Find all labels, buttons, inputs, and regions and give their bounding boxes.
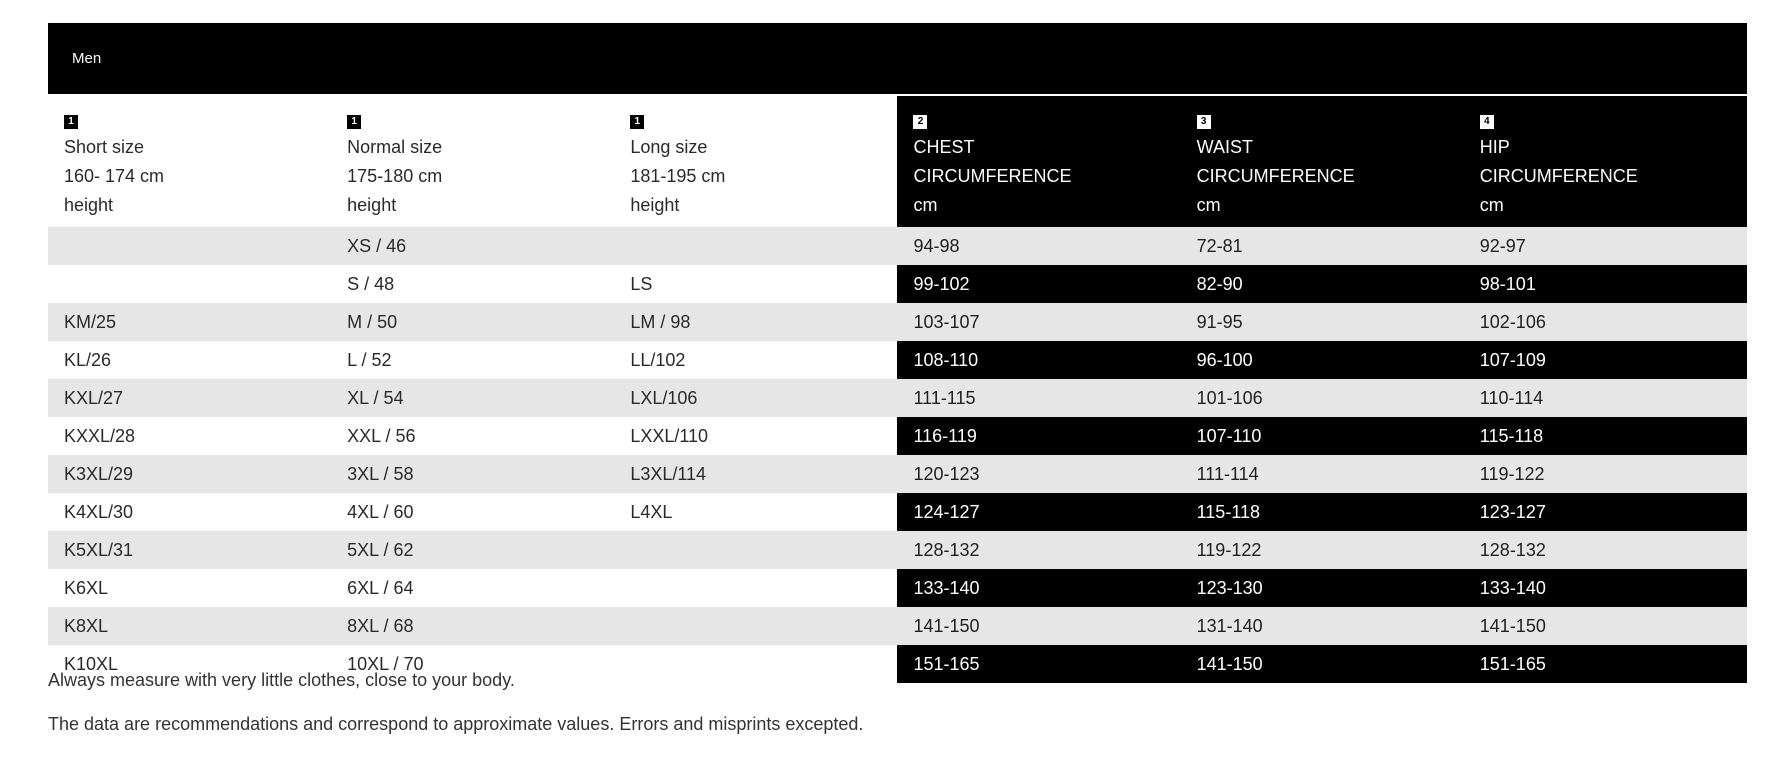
- normal-size-cell: M / 50: [331, 303, 614, 341]
- table-row: [48, 417, 1747, 455]
- short-size-cell: K10XL: [48, 645, 331, 683]
- table-row: [48, 493, 1747, 531]
- long-size-cell: [614, 227, 897, 265]
- hip-cell: 133-140: [1464, 569, 1747, 607]
- header-line: Long size: [630, 137, 708, 157]
- table-row: [48, 379, 1747, 417]
- long-size-cell: [614, 531, 897, 569]
- chest-cell: 116-119: [897, 417, 1180, 455]
- short-size-cell: KXXL/28: [48, 417, 331, 455]
- header-line: WAIST: [1196, 137, 1253, 157]
- table-row: [48, 531, 1747, 569]
- column-number-badge: 4: [1480, 115, 1494, 129]
- header-line: 181-195 cm: [630, 166, 726, 186]
- hip-cell: 107-109: [1464, 341, 1747, 379]
- long-size-cell: L4XL: [614, 493, 897, 531]
- normal-size-cell: S / 48: [331, 265, 614, 303]
- table-title: Men: [72, 50, 102, 67]
- long-size-cell: LXXL/110: [614, 417, 897, 455]
- hip-cell: 123-127: [1464, 493, 1747, 531]
- short-size-cell: KXL/27: [48, 379, 331, 417]
- normal-size-cell: 6XL / 64: [331, 569, 614, 607]
- long-size-cell: LL/102: [614, 341, 897, 379]
- hip-cell: 128-132: [1464, 531, 1747, 569]
- chest-cell: 128-132: [897, 531, 1180, 569]
- header-line: height: [630, 195, 680, 215]
- long-size-cell: LM / 98: [614, 303, 897, 341]
- chest-cell: 133-140: [897, 569, 1180, 607]
- normal-size-cell: 3XL / 58: [331, 455, 614, 493]
- header-hip: [1464, 96, 1747, 227]
- table-row: [48, 569, 1747, 607]
- column-number-badge: 3: [1197, 115, 1211, 129]
- header-row: [48, 96, 1747, 227]
- short-size-cell: [48, 227, 331, 265]
- normal-size-cell: 4XL / 60: [331, 493, 614, 531]
- waist-cell: 91-95: [1181, 303, 1464, 341]
- header-line: cm: [1479, 195, 1504, 215]
- long-size-cell: [614, 645, 897, 683]
- column-number-badge: 1: [64, 115, 78, 129]
- header-line: CIRCUMFERENCE: [1196, 166, 1355, 186]
- column-number-badge: 2: [913, 115, 927, 129]
- short-size-cell: KL/26: [48, 341, 331, 379]
- hip-cell: 102-106: [1464, 303, 1747, 341]
- short-size-cell: K5XL/31: [48, 531, 331, 569]
- header-normal-size: [331, 96, 614, 227]
- long-size-cell: LS: [614, 265, 897, 303]
- waist-cell: 123-130: [1181, 569, 1464, 607]
- table-row: [48, 341, 1747, 379]
- note-disclaimer: The data are recommendations and correspond to approximate values. Errors and misprints excepted.: [48, 714, 864, 734]
- header-line: height: [347, 195, 397, 215]
- waist-cell: 72-81: [1181, 227, 1464, 265]
- normal-size-cell: L / 52: [331, 341, 614, 379]
- header-line: 175-180 cm: [347, 166, 443, 186]
- hip-cell: 119-122: [1464, 455, 1747, 493]
- normal-size-cell: 8XL / 68: [331, 607, 614, 645]
- table-title-bar: [48, 23, 1747, 94]
- short-size-cell: K4XL/30: [48, 493, 331, 531]
- header-line: cm: [913, 195, 938, 215]
- table-row: [48, 265, 1747, 303]
- header-line: HIP: [1479, 137, 1510, 157]
- hip-cell: 110-114: [1464, 379, 1747, 417]
- note-measure: Always measure with very little clothes, close to your body.: [48, 670, 515, 690]
- column-number-badge: 1: [347, 115, 361, 129]
- long-size-cell: [614, 569, 897, 607]
- header-waist: [1181, 96, 1464, 227]
- header-line: height: [64, 195, 114, 215]
- short-size-cell: K8XL: [48, 607, 331, 645]
- chest-cell: 120-123: [897, 455, 1180, 493]
- waist-cell: 82-90: [1181, 265, 1464, 303]
- hip-cell: 92-97: [1464, 227, 1747, 265]
- waist-cell: 107-110: [1181, 417, 1464, 455]
- long-size-cell: L3XL/114: [614, 455, 897, 493]
- chest-cell: 111-115: [897, 379, 1180, 417]
- table-row: [48, 227, 1747, 265]
- waist-cell: 131-140: [1181, 607, 1464, 645]
- table-body: [48, 227, 1747, 683]
- hip-cell: 98-101: [1464, 265, 1747, 303]
- header-line: Normal size: [347, 137, 443, 157]
- chest-cell: 151-165: [897, 645, 1180, 683]
- hip-cell: 141-150: [1464, 607, 1747, 645]
- short-size-cell: [48, 265, 331, 303]
- long-size-cell: [614, 607, 897, 645]
- short-size-cell: KM/25: [48, 303, 331, 341]
- long-size-cell: LXL/106: [614, 379, 897, 417]
- chest-cell: 94-98: [897, 227, 1180, 265]
- header-chest: [897, 96, 1180, 227]
- table-row: [48, 455, 1747, 493]
- short-size-cell: K6XL: [48, 569, 331, 607]
- header-short-size: [48, 96, 331, 227]
- chest-cell: 124-127: [897, 493, 1180, 531]
- waist-cell: 111-114: [1181, 455, 1464, 493]
- chest-cell: 99-102: [897, 265, 1180, 303]
- header-line: 160- 174 cm: [64, 166, 165, 186]
- waist-cell: 115-118: [1181, 493, 1464, 531]
- normal-size-cell: XXL / 56: [331, 417, 614, 455]
- header-line: Short size: [64, 137, 145, 157]
- normal-size-cell: XL / 54: [331, 379, 614, 417]
- header-line: cm: [1196, 195, 1221, 215]
- short-size-cell: K3XL/29: [48, 455, 331, 493]
- normal-size-cell: 10XL / 70: [331, 645, 614, 683]
- header-line: CIRCUMFERENCE: [913, 166, 1072, 186]
- normal-size-cell: XS / 46: [331, 227, 614, 265]
- normal-size-cell: 5XL / 62: [331, 531, 614, 569]
- chest-cell: 103-107: [897, 303, 1180, 341]
- waist-cell: 119-122: [1181, 531, 1464, 569]
- table-row: [48, 607, 1747, 645]
- waist-cell: 101-106: [1181, 379, 1464, 417]
- waist-cell: 141-150: [1181, 645, 1464, 683]
- chest-cell: 108-110: [897, 341, 1180, 379]
- header-line: CIRCUMFERENCE: [1479, 166, 1638, 186]
- size-table: [48, 96, 1747, 683]
- column-number-badge: 1: [630, 115, 644, 129]
- header-line: CHEST: [913, 137, 975, 157]
- chest-cell: 141-150: [897, 607, 1180, 645]
- waist-cell: 96-100: [1181, 341, 1464, 379]
- header-long-size: [614, 96, 897, 227]
- hip-cell: 115-118: [1464, 417, 1747, 455]
- table-row: [48, 303, 1747, 341]
- hip-cell: 151-165: [1464, 645, 1747, 683]
